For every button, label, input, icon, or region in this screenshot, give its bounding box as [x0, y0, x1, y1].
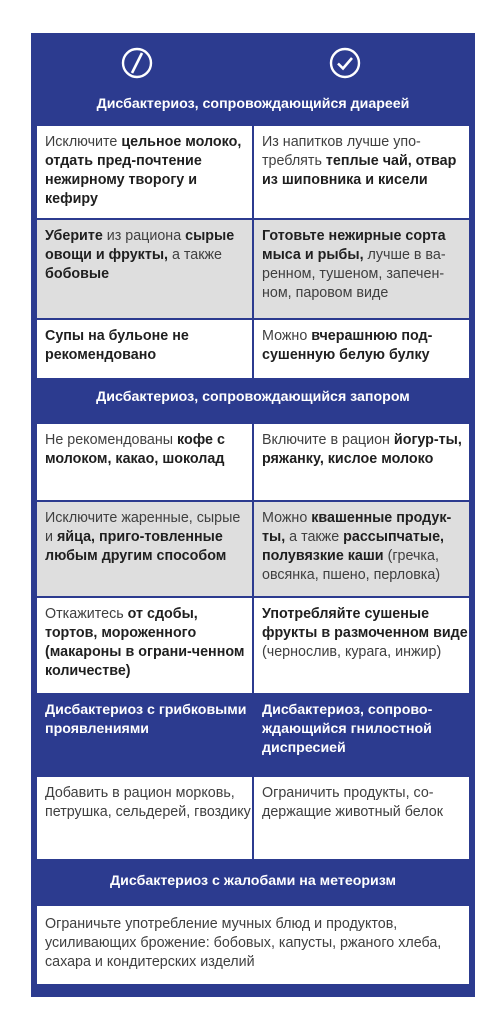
table-cell: Употребляйте сушеные фрукты в размоченном виде (чернослив, курага, инжир)	[254, 598, 469, 693]
table-cell: Можно квашенные продук-ты, а также рассыпчатые, полувязкие каши (гречка, овсянка, пшено, перловка)	[254, 502, 469, 596]
section-title: Дисбактериоз, сопрово-ждающийся гнилостной диспресией	[254, 695, 469, 775]
table-cell: Ограничьте употребление мучных блюд и продуктов, усиливающих брожение: бобовых, капусты, ржаного хлеба, сахара и кондитерских изделий	[37, 906, 469, 984]
table-cell: Из напитков лучше упо-треблять теплые чай, отвар из шиповника и кисели	[254, 126, 469, 218]
section-title: Дисбактериоз с грибковыми проявлениями	[37, 695, 252, 775]
table-cell: Исключите жаренные, сырые и яйца, приго-товленные любым другим способом	[37, 502, 252, 596]
table-cell: Супы на бульоне не рекомендовано	[37, 320, 252, 378]
table-row	[37, 502, 469, 596]
table-cell: Включите в рацион йогур-ты, ряжанку, кислое молоко	[254, 424, 469, 500]
table-row	[37, 598, 469, 693]
table-row	[37, 126, 469, 218]
table-cell: Готовьте нежирные сорта мыса и рыбы, лучше в ва-ренном, тушеном, запечен-ном, паровом виде	[254, 220, 469, 318]
table-cell: Можно вчерашнюю под-сушенную белую булку	[254, 320, 469, 378]
table-cell: Ограничить продукты, со-держащие животный белок	[254, 777, 469, 859]
table-row	[37, 320, 469, 378]
table-cell: Откажитесь от сдобы, тортов, мороженного (макароны в ограни-ченном количестве)	[37, 598, 252, 693]
table-cell: Уберите из рациона сырые овощи и фрукты, а также бобовые	[37, 220, 252, 318]
table-cell: Не рекомендованы кофе с молоком, какао, шоколад	[37, 424, 252, 500]
icon-header	[37, 33, 469, 97]
table-cell: Добавить в рацион морковь, петрушка, сельдерей, гвоздику	[37, 777, 252, 859]
slashed-circle-icon	[121, 47, 153, 79]
table-cell: Исключите цельное молоко, отдать пред-почтение нежирному творогу и кефиру	[37, 126, 252, 218]
table-row	[37, 424, 469, 500]
section-title: Дисбактериоз, сопровождающийся запором	[96, 389, 410, 405]
table-row	[37, 695, 469, 775]
diet-table	[31, 33, 475, 997]
table-row	[37, 220, 469, 318]
check-circle-icon	[329, 47, 361, 79]
section-title: Дисбактериоз с жалобами на метеоризм	[110, 873, 396, 889]
table-row	[37, 777, 469, 859]
section-title: Дисбактериоз, сопровождающийся диареей	[96, 96, 410, 112]
